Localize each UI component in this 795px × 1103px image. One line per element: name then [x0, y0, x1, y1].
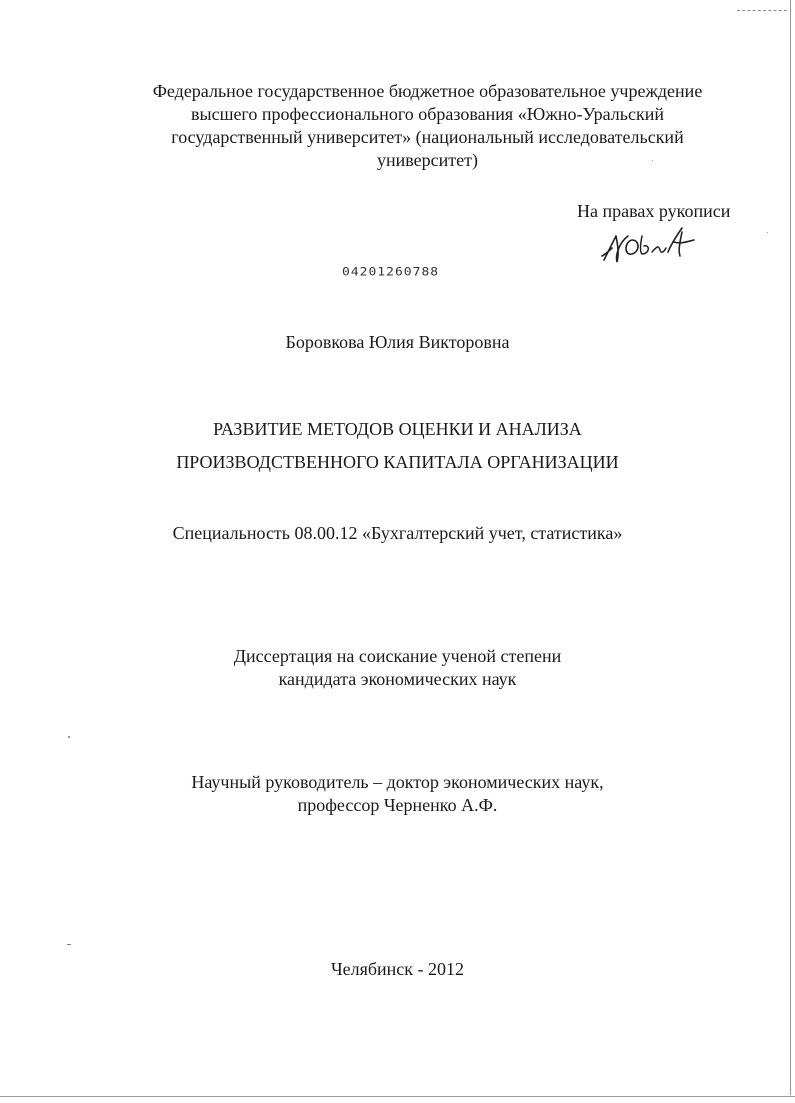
scientific-advisor: [0, 771, 795, 817]
scan-speck: [68, 736, 70, 738]
signature: [598, 222, 703, 266]
degree-line: кандидата экономических наук: [278, 669, 517, 689]
specialty: Специальность 08.00.12 «Бухгалтерский учет, статистика»: [172, 523, 623, 543]
manuscript-rights: На правах рукописи: [577, 201, 731, 221]
degree-statement: [0, 645, 795, 691]
archive-code: 04201260788: [342, 266, 440, 279]
institution-header: [30, 80, 795, 172]
title-line: ПРОИЗВОДСТВЕННОГО КАПИТАЛА ОРГАНИЗАЦИИ: [176, 452, 619, 472]
title-line: РАЗВИТИЕ МЕТОДОВ ОЦЕНКИ И АНАЛИЗА: [213, 419, 582, 439]
scan-artifact-dash: [737, 10, 787, 11]
degree-line: Диссертация на соискание ученой степени: [233, 646, 562, 666]
advisor-line: Научный руководитель – доктор экономических наук,: [191, 772, 604, 792]
institution-line: высшего профессионального образования «Южно-Уральский: [191, 104, 664, 124]
advisor-line: профессор Черненко А.Ф.: [297, 795, 498, 815]
institution-line: государственный университет» (национальный исследовательский: [171, 127, 684, 147]
scan-speck: [767, 232, 768, 233]
institution-line: университет): [377, 150, 478, 170]
scan-speck: [67, 944, 71, 945]
institution-line: Федеральное государственное бюджетное образовательное учреждение: [152, 81, 703, 101]
author-name: Боровкова Юлия Викторовна: [285, 332, 510, 352]
dissertation-title: [0, 413, 795, 479]
city-year: Челябинск - 2012: [330, 959, 465, 979]
scan-edge-bottom: [0, 1096, 795, 1097]
